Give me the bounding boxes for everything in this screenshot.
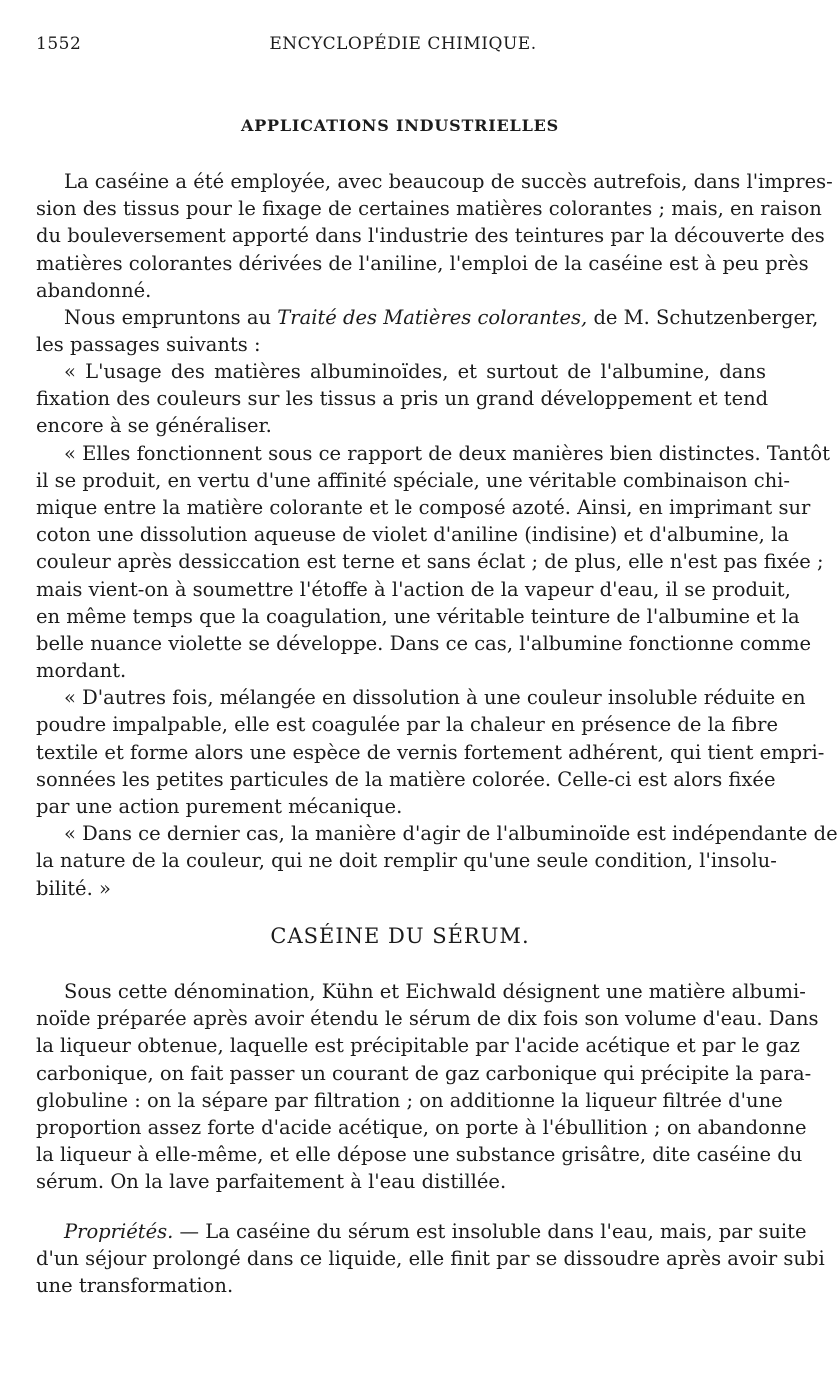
citation-line	[36, 304, 819, 331]
text-line: mais vient-on à soumettre l'étoffe à l'action de la vapeur d'eau, il se produit,	[36, 577, 791, 601]
text-line: une transformation.	[36, 1274, 234, 1298]
text-line: sion des tissus pour le fixage de certaines matières colorantes ; mais, en raison	[36, 197, 822, 221]
text-line: la liqueur à elle-même, et elle dépose une substance grisâtre, dite caséine du	[36, 1143, 803, 1167]
section-heading: APPLICATIONS INDUSTRIELLES	[241, 116, 559, 135]
properties-text: — La caséine du sérum est insoluble dans l'eau, mais, par suite	[173, 1220, 807, 1243]
text-line: matières colorantes dérivées de l'aniline, l'emploi de la caséine est à peu près	[36, 251, 809, 275]
text-line: mordant.	[36, 659, 127, 683]
text-line: en même temps que la coagulation, une véritable teinture de l'albumine et la	[36, 604, 800, 628]
text-line: coton une dissolution aqueuse de violet d'aniline (indisine) et d'albumine, la	[36, 523, 789, 547]
text-line: textile et forme alors une espèce de vernis fortement adhérent, qui tient empri-	[36, 740, 825, 764]
paragraph-serum-casein	[36, 978, 819, 1196]
page-number: 1552	[36, 34, 82, 54]
text-line: mique entre la matière colorante et le composé azoté. Ainsi, en imprimant sur	[36, 495, 811, 519]
text-line: fixation des couleurs sur les tissus a pris un grand développement et tend	[36, 387, 769, 411]
text-line: « Dans ce dernier cas, la manière d'agir de l'albuminoïde est indépendante de	[64, 822, 838, 846]
text-line: abandonné.	[36, 278, 152, 302]
citation-before: Nous empruntons au	[64, 305, 278, 329]
running-head	[36, 34, 770, 60]
journal-title: ENCYCLOPÉDIE CHIMIQUE.	[269, 34, 537, 54]
text-line: poudre impalpable, elle est coagulée par la chaleur en présence de la fibre	[36, 713, 779, 737]
text-line: encore à se généraliser.	[36, 414, 272, 438]
text-line: carbonique, on fait passer un courant de gaz carbonique qui précipite la para-	[36, 1061, 812, 1085]
text-line: du bouleversement apporté dans l'industrie des teintures par la découverte des	[36, 224, 825, 248]
text-line: « L'usage des matières albuminoïdes, et surtout de l'albumine, dans	[64, 360, 766, 383]
text-line: bilité. »	[36, 876, 111, 900]
text-line: d'un séjour prolongé dans ce liquide, elle finit par se dissoudre après avoir subi	[36, 1247, 825, 1271]
citation-after: de M. Schutzenberger,	[587, 305, 819, 329]
text-line: noïde préparée après avoir étendu le sérum de dix fois son volume d'eau. Dans	[36, 1007, 819, 1031]
text-line: couleur après dessiccation est terne et sans éclat ; de plus, elle n'est pas fixée ;	[36, 550, 824, 574]
text-line: les passages suivants :	[36, 333, 261, 357]
text-line: la nature de la couleur, qui ne doit remplir qu'une seule condition, l'insolu-	[36, 849, 777, 873]
paragraph-properties	[36, 1218, 825, 1300]
text-line: sérum. On la lave parfaitement à l'eau distillée.	[36, 1170, 507, 1194]
text-line: il se produit, en vertu d'une affinité spéciale, une véritable combinaison chi-	[36, 468, 791, 492]
chapter-heading: CASÉINE DU SÉRUM.	[270, 924, 530, 948]
text-line: La caséine a été employée, avec beaucoup de succès autrefois, dans l'impres-	[64, 170, 833, 193]
properties-label: Propriétés.	[64, 1220, 174, 1243]
text-line: globuline : on la sépare par filtration ; on additionne la liqueur filtrée d'une	[36, 1088, 783, 1112]
text-line: Sous cette dénomination, Kühn et Eichwald désignent une matière albumi-	[64, 980, 806, 1003]
text-line: « D'autres fois, mélangée en dissolution à une couleur insoluble réduite en	[64, 686, 806, 710]
text-line: « Elles fonctionnent sous ce rapport de deux manières bien distinctes. Tantôt	[64, 441, 830, 465]
text-line: sonnées les petites particules de la matière colorée. Celle-ci est alors fixée	[36, 767, 776, 791]
text-line: proportion assez forte d'acide acétique, on porte à l'ébullition ; on abandonne	[36, 1115, 807, 1139]
text-line: par une action purement mécanique.	[36, 795, 403, 818]
text-line: la liqueur obtenue, laquelle est précipitable par l'acide acétique et par le gaz	[36, 1034, 800, 1058]
paragraph-applications	[36, 168, 833, 358]
cited-book-title: Traité des Matières colorantes,	[277, 305, 588, 329]
text-line: belle nuance violette se développe. Dans ce cas, l'albumine fonctionne comme	[36, 631, 812, 655]
quoted-passage	[36, 358, 838, 902]
properties-line	[36, 1218, 807, 1245]
